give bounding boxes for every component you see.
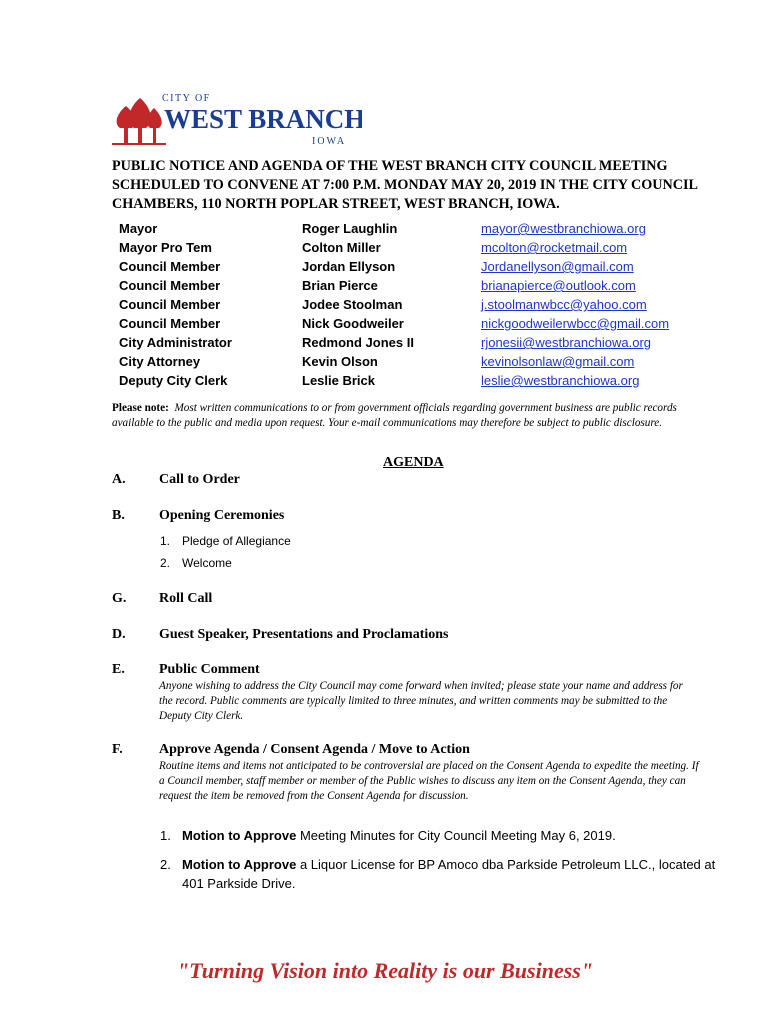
note-label: Please note: xyxy=(112,402,169,414)
official-role: Council Member xyxy=(119,278,221,293)
official-name: Roger Laughlin xyxy=(302,221,398,236)
item-description: Routine items and items not anticipated to be controversial are placed on the Consent Agenda to expedite the meeting. If a Council member, staff member or member of the Public wishes to discuss any item on the Consent Agenda, they can request the item be removed from the Consent Agenda for discussion. xyxy=(159,760,699,802)
item-letter: A. xyxy=(112,472,126,487)
official-role: Mayor xyxy=(119,221,158,236)
official-name: Jodee Stoolman xyxy=(302,297,403,312)
official-email-link[interactable]: leslie@westbranchiowa.org xyxy=(481,373,640,388)
official-role: City Attorney xyxy=(119,354,201,369)
item-title: Roll Call xyxy=(159,591,213,606)
item-title: Public Comment xyxy=(159,662,260,677)
official-role: Council Member xyxy=(119,259,221,274)
official-name: Colton Miller xyxy=(302,240,381,255)
item-description: Anyone wishing to address the City Council may come forward when invited; please state your name and address for the record. Public comments are typically limited to three minutes, and written comments may be submitted to the Deputy City Clerk. xyxy=(159,680,683,722)
official-email-link[interactable]: mayor@westbranchiowa.org xyxy=(481,221,646,236)
motion-content xyxy=(160,855,725,893)
motion-label: Motion to Approve xyxy=(182,828,297,843)
motion-number: 1. xyxy=(160,828,171,843)
sub-item-number: 1. xyxy=(160,534,171,548)
official-role: City Administrator xyxy=(119,335,232,350)
item-title: Approve Agenda / Consent Agenda / Move to Action xyxy=(159,742,470,757)
motion-item-minutes xyxy=(160,826,725,845)
official-email-link[interactable]: nickgoodweilerwbcc@gmail.com xyxy=(481,316,670,331)
sub-item-text: Pledge of Allegiance xyxy=(182,534,291,548)
public-records-note xyxy=(112,401,682,431)
official-role: Council Member xyxy=(119,316,221,331)
official-email-link[interactable]: mcolton@rocketmail.com xyxy=(481,240,628,255)
trees-icon xyxy=(112,98,166,145)
motion-item-liquor-license xyxy=(160,855,725,893)
motion-text: a Liquor License for BP Amoco dba Parkside Petroleum LLC., located at 401 Parkside Drive. xyxy=(182,857,716,891)
motion-text: Meeting Minutes for City Council Meeting May 6, 2019. xyxy=(296,828,616,843)
item-title: Call to Order xyxy=(159,472,240,487)
item-letter: E. xyxy=(112,662,125,677)
item-letter: B. xyxy=(112,508,125,523)
official-name: Redmond Jones II xyxy=(302,335,414,350)
official-name: Kevin Olson xyxy=(302,354,378,369)
official-email-link[interactable]: j.stoolmanwbcc@yahoo.com xyxy=(481,297,647,312)
official-name: Nick Goodweiler xyxy=(302,316,404,331)
logo-city-of: CITY OF xyxy=(162,93,211,104)
sub-item-number: 2. xyxy=(160,556,171,570)
footer-slogan: "Turning Vision into Reality is our Business" xyxy=(176,958,594,983)
official-role: Mayor Pro Tem xyxy=(119,240,212,255)
note-text: Most written communications to or from government officials regarding government business are public records available to the public and media upon request. Your e-mail communications may therefore be subject to public disclosure. xyxy=(112,402,677,429)
item-letter: D. xyxy=(112,627,126,642)
city-logo xyxy=(112,88,362,150)
official-email-link[interactable]: brianapierce@outlook.com xyxy=(481,278,636,293)
sub-item-text: Welcome xyxy=(182,556,232,570)
item-title: Opening Ceremonies xyxy=(159,508,285,523)
motion-number: 2. xyxy=(160,857,171,872)
west-branch-logo-graphic xyxy=(112,88,362,150)
logo-west-branch: WEST BRANCH xyxy=(164,104,362,134)
item-letter: G. xyxy=(112,591,127,606)
item-letter: F. xyxy=(112,742,123,757)
motion-content xyxy=(160,826,725,845)
official-name: Leslie Brick xyxy=(302,373,375,388)
logo-iowa: IOWA xyxy=(312,136,347,147)
official-name: Brian Pierce xyxy=(302,278,378,293)
item-title: Guest Speaker, Presentations and Proclamations xyxy=(159,627,449,642)
official-role: Council Member xyxy=(119,297,221,312)
notice-title: PUBLIC NOTICE AND AGENDA OF THE WEST BRANCH CITY COUNCIL MEETING SCHEDULED TO CONVENE AT 7:00 P.M. MONDAY MAY 20, 2019 IN THE CITY COUNCIL CHAMBERS, 110 NORTH POPLAR STREET, WEST BRANCH, IOWA. xyxy=(112,158,698,212)
official-email-link[interactable]: Jordanellyson@gmail.com xyxy=(481,259,634,274)
official-name: Jordan Ellyson xyxy=(302,259,396,274)
agenda-heading: AGENDA xyxy=(383,455,444,470)
official-email-link[interactable]: kevinolsonlaw@gmail.com xyxy=(481,354,635,369)
official-email-link[interactable]: rjonesii@westbranchiowa.org xyxy=(481,335,651,350)
official-role: Deputy City Clerk xyxy=(119,373,228,388)
motion-label: Motion to Approve xyxy=(182,857,297,872)
